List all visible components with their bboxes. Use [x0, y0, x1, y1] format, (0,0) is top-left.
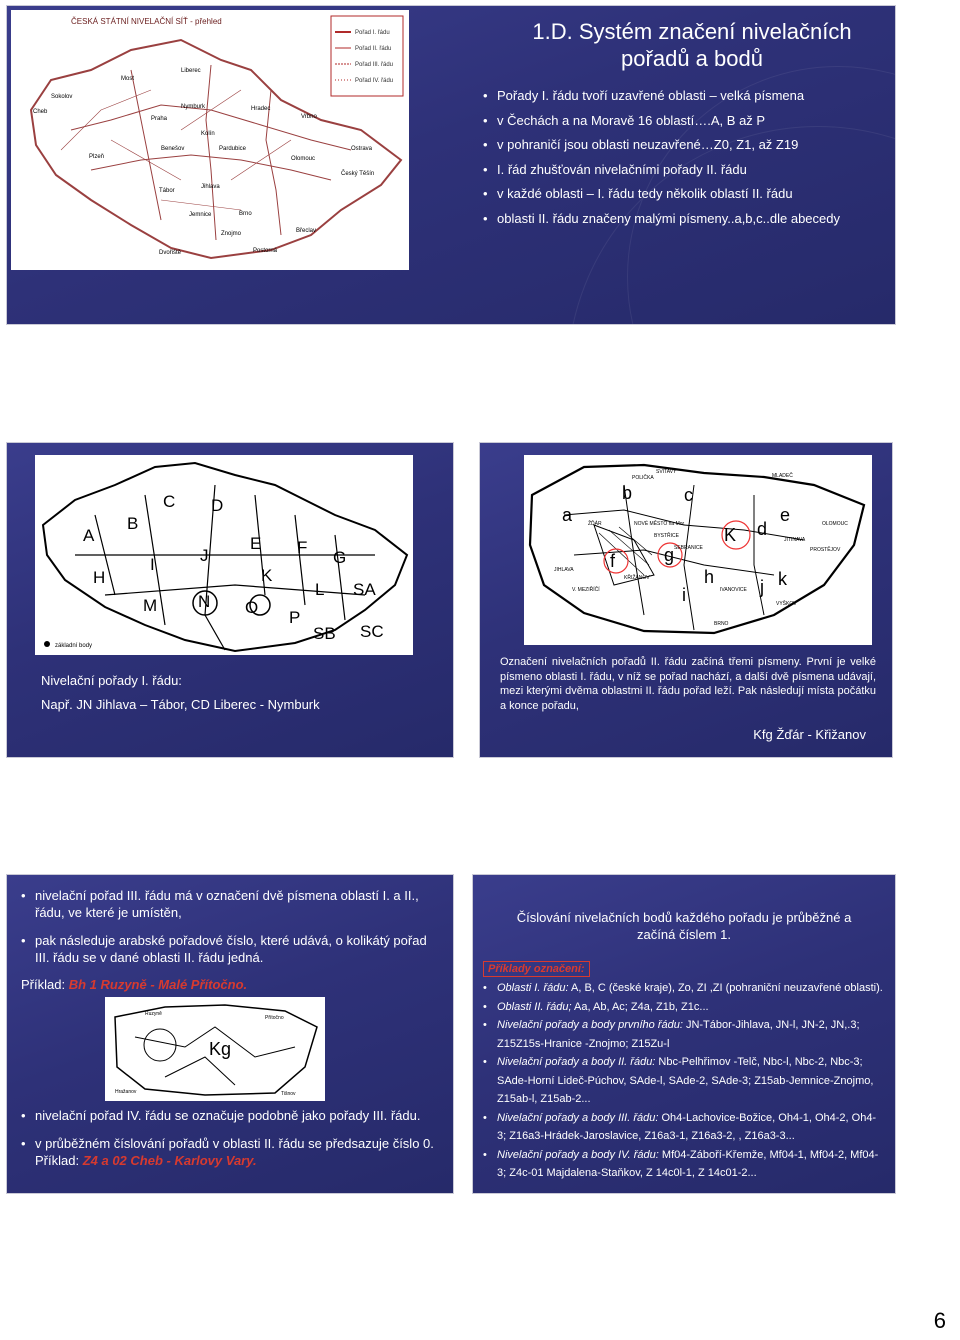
map-label: Znojmo [221, 231, 242, 237]
map-label: Břeclav [296, 228, 317, 234]
bullet-item [21, 1135, 441, 1169]
region-letter: E [250, 534, 262, 553]
region-letter: K [261, 566, 273, 585]
page-number: 6 [933, 1308, 946, 1333]
example-text: Oh4-Lachovice-Božice, Oh4-1, Oh4-2, Oh4-3; Z16a3-Hrádek-Jaroslavice, Z16a3-1, Z16a3-2, , Z16a3-3... [497, 1111, 877, 1142]
town-label: KŘIŽANOV [624, 575, 650, 581]
regions-svg [35, 455, 413, 655]
region-letter: H [93, 568, 106, 587]
slide-5-examples [483, 979, 883, 1183]
map-label: Liberec [181, 68, 201, 74]
slide-3 [480, 443, 892, 757]
example-value: Bh 1 Ruzyně - Malé Přítočno. [68, 977, 248, 992]
map-label: Pardubice [219, 146, 247, 152]
example-label: Oblasti I. řádu: [497, 982, 569, 994]
town-label: SEBRANICE [674, 545, 703, 551]
title-line: 1.D. Systém značení nivelačních [532, 19, 852, 44]
town-label: PROSTĚJOV [810, 547, 841, 553]
examples-heading: Příklady označení: [483, 961, 590, 977]
legend-item: Pořad I. řádu [355, 30, 390, 36]
slide-4-example [21, 977, 247, 992]
region-letter: L [315, 580, 325, 599]
map-label: Kolín [201, 131, 215, 137]
town-label: VYŠKOV [776, 601, 797, 607]
example-text: JN-Tábor-Jihlava, JN-l, JN-2, JN,.3; Z15Z15s-Hranice -Znojmo; Z15Zu-l [497, 1019, 860, 1050]
town-label: NOVÉ MĚSTO na Mor. [634, 521, 686, 527]
first-order-regions-map [35, 455, 413, 655]
slide-4-bullets-top [21, 887, 441, 966]
legend-item: Pořad II. řádu [355, 46, 392, 52]
bullet-item: • nivelační pořad IV. řádu se označuje podobně jako pořady III. řádu. [21, 1107, 441, 1124]
map-svg [11, 10, 409, 270]
czech-leveling-network-map [11, 10, 409, 270]
region-letter: K [724, 525, 737, 545]
map-label: Postorná [253, 248, 278, 254]
town-label: IVANOVICE [720, 587, 747, 593]
legend-item: Pořad IV. řádu [355, 78, 394, 84]
slide-2-caption [41, 669, 320, 717]
example-item [483, 1016, 883, 1053]
map-label: Brno [239, 211, 252, 217]
example-prefix: Příklad: [21, 977, 66, 992]
map-label: Plzeň [89, 154, 105, 160]
region-letter: a [562, 505, 573, 525]
slide-1 [7, 6, 895, 324]
map-label: Český Těšín [341, 171, 375, 177]
bullet-item: • I. řád zhušťován nivelačními pořady II. řádu [483, 158, 883, 183]
example-text: A, B, C (české kraje), Zo, ZI ,ZI (pohraniční neuzavřené oblasti). [568, 982, 883, 994]
town-label: ŽĎÁR [588, 521, 602, 527]
slide-5-title: Číslování nivelačních bodů každého pořadu je průběžné a začíná číslem 1. [516, 910, 852, 942]
regions-ii-svg [524, 455, 872, 645]
bullet-item: • nivelační pořad III. řádu má v označení dvě písmena oblastí I. a II., řádu, ve které je umístěn, [21, 887, 441, 921]
slide-1-bullets [483, 84, 883, 231]
region-letter: A [83, 526, 95, 545]
region-letter: d [757, 519, 768, 539]
example-item [483, 1146, 883, 1183]
example-item [483, 979, 883, 998]
example-text: Mf04-Záboří-Křemže, Mf04-1, Mf04-2, Mf04-3; Z4c-01 Majdalena-Staňkov, Z 14c0l-1, Z 14c01-2... [497, 1148, 879, 1179]
map-legend: základní body [55, 643, 93, 649]
region-letter: k [778, 569, 787, 589]
example-text: Aa, Ab, Ac; Z4a, Z1b, Z1c... [571, 1000, 709, 1013]
map-label: Benešov [161, 146, 185, 152]
map-label: Vrbno [301, 114, 317, 120]
map-label: Jihlava [201, 184, 220, 190]
region-letter: F [297, 538, 308, 557]
map-label: Sokolov [51, 94, 73, 100]
bullet-item: • pak následuje arabské pořadové číslo, které udává, o kolikátý pořad III. řádu se v dané oblasti II. řádu jedná. [21, 932, 441, 966]
slide-4 [7, 875, 453, 1193]
sketch-label: Tišnov [281, 1091, 296, 1097]
region-letter: f [610, 551, 616, 571]
region-letter: P [289, 608, 301, 627]
region-letter: J [200, 546, 209, 565]
second-order-regions-map [524, 455, 872, 645]
town-label: BYSTŘICE [654, 533, 680, 539]
bullet-item: • Pořady I. řádu tvoří uzavřené oblasti – velká písmena [483, 84, 883, 109]
sketch-label: Kg [209, 1039, 232, 1059]
region-letter: O [245, 598, 259, 617]
town-label: V. MEZIŘÍČÍ [572, 587, 600, 593]
map-label: Tábor [159, 188, 175, 194]
map-label: Nymburk [181, 104, 206, 110]
example-text: Nbc-Pelhřimov -Telč, Nbc-l, Nbc-2, Nbc-3; SAde-Horní Lideč-Púchov, SAde-l, SAde-2, SAde-3; Z15ab-Jemnice-Znojmo, Z15ab-l, Z15ab-2... [497, 1056, 874, 1105]
slide-3-paragraph: Označení nivelačních pořadů II. řádu začíná třemi písmeny. První je velké písmeno oblasti I. řádu, v níž se pořad nachází, a další dvě písmena udávají, mezi kterými dvěma oblastmi II. řádu pořad leží. Pak následují místa počátku a konce pořadu, [500, 656, 876, 712]
town-label: POLIČKA [632, 475, 654, 481]
region-letter: i [682, 585, 686, 605]
slide-5 [473, 875, 895, 1193]
town-label: BRNO [714, 621, 729, 627]
example-label: Nivelační pořady a body III. řádu: [497, 1111, 659, 1124]
map-label: Most [121, 76, 135, 82]
example-value: Z4 a 02 Cheb - Karlovy Vary. [82, 1153, 257, 1168]
bullet-item: • v každé oblasti – I. řádu tedy několik oblastí II. řádu [483, 182, 883, 207]
region-letter: g [664, 545, 675, 565]
region-letter: c [684, 485, 693, 505]
town-label: MLADEČ [772, 473, 793, 479]
bullet-item: • v pohraničí jsou oblasti neuzavřené…Z0, Z1, až Z19 [483, 133, 883, 158]
region-letter: I [150, 555, 155, 574]
region-letter: G [333, 548, 347, 567]
region-letter: SB [313, 624, 336, 643]
example-item [483, 1053, 883, 1109]
map-label: Praha [151, 116, 168, 122]
region-letter: SC [360, 622, 384, 641]
map-label: Dvořiště [159, 250, 182, 256]
slide-2 [7, 443, 453, 757]
bullet-text: v průběžném číslování pořadů v oblasti II. řádu se předsazuje číslo 0. Příklad: [35, 1136, 434, 1168]
region-letter: D [211, 496, 224, 515]
region-letter: SA [353, 580, 376, 599]
caption-line: Nivelační pořady I. řádu: [41, 673, 182, 688]
region-letter: b [622, 483, 633, 503]
example-item [483, 998, 883, 1017]
region-letter: M [143, 596, 158, 615]
town-label: JIHLAVA [554, 567, 574, 573]
map-label: Hradec [251, 106, 271, 112]
example-label: Nivelační pořady a body II. řádu: [497, 1056, 656, 1068]
region-letter: j [760, 577, 764, 597]
town-label: JITINAVA [784, 537, 806, 543]
slide-3-example: Kfg Žďár - Křižanov [753, 727, 866, 742]
region-letter: e [780, 505, 791, 525]
title-line: pořadů a bodů [621, 46, 763, 71]
bullet-item: • oblasti II. řádu značeny malými písmeny..a,b,c..dle abecedy [483, 207, 883, 232]
map-title: ČESKÁ STÁTNÍ NIVELAČNÍ SÍŤ - přehled [71, 17, 222, 26]
region-letter: C [163, 492, 176, 511]
town-label: SVITAVY [656, 469, 677, 475]
region-letter: N [198, 592, 211, 611]
map-label: Jemnice [189, 212, 212, 218]
example-label: Nivelační pořady a body prvního řádu: [497, 1019, 683, 1031]
sketch-label: Přítočno [265, 1015, 284, 1021]
legend-item: Pořad III. řádu [355, 62, 394, 68]
sketch-label: Hražanov [115, 1089, 137, 1095]
sketch-svg [105, 997, 325, 1101]
region-letter: h [704, 567, 715, 587]
example-item [483, 1109, 883, 1146]
map-label: Ostrava [351, 146, 373, 152]
caption-line: Např. JN Jihlava – Tábor, CD Liberec - Nymburk [41, 697, 320, 712]
map-label: Olomouc [291, 156, 316, 162]
third-order-sketch [105, 997, 325, 1101]
slide-4-bullets-bottom [21, 1107, 441, 1169]
example-label: Nivelační pořady a body IV. řádu: [497, 1148, 659, 1161]
map-label: Cheb [33, 109, 48, 115]
town-label: OLOMOUC [822, 521, 848, 527]
example-label: Oblasti II. řádu; [497, 1000, 572, 1013]
region-letter: B [127, 514, 139, 533]
bullet-item: • v Čechách a na Moravě 16 oblastí….A, B až P [483, 109, 883, 134]
sketch-label: Ruzyně [145, 1011, 162, 1017]
slide-1-title [492, 18, 892, 72]
